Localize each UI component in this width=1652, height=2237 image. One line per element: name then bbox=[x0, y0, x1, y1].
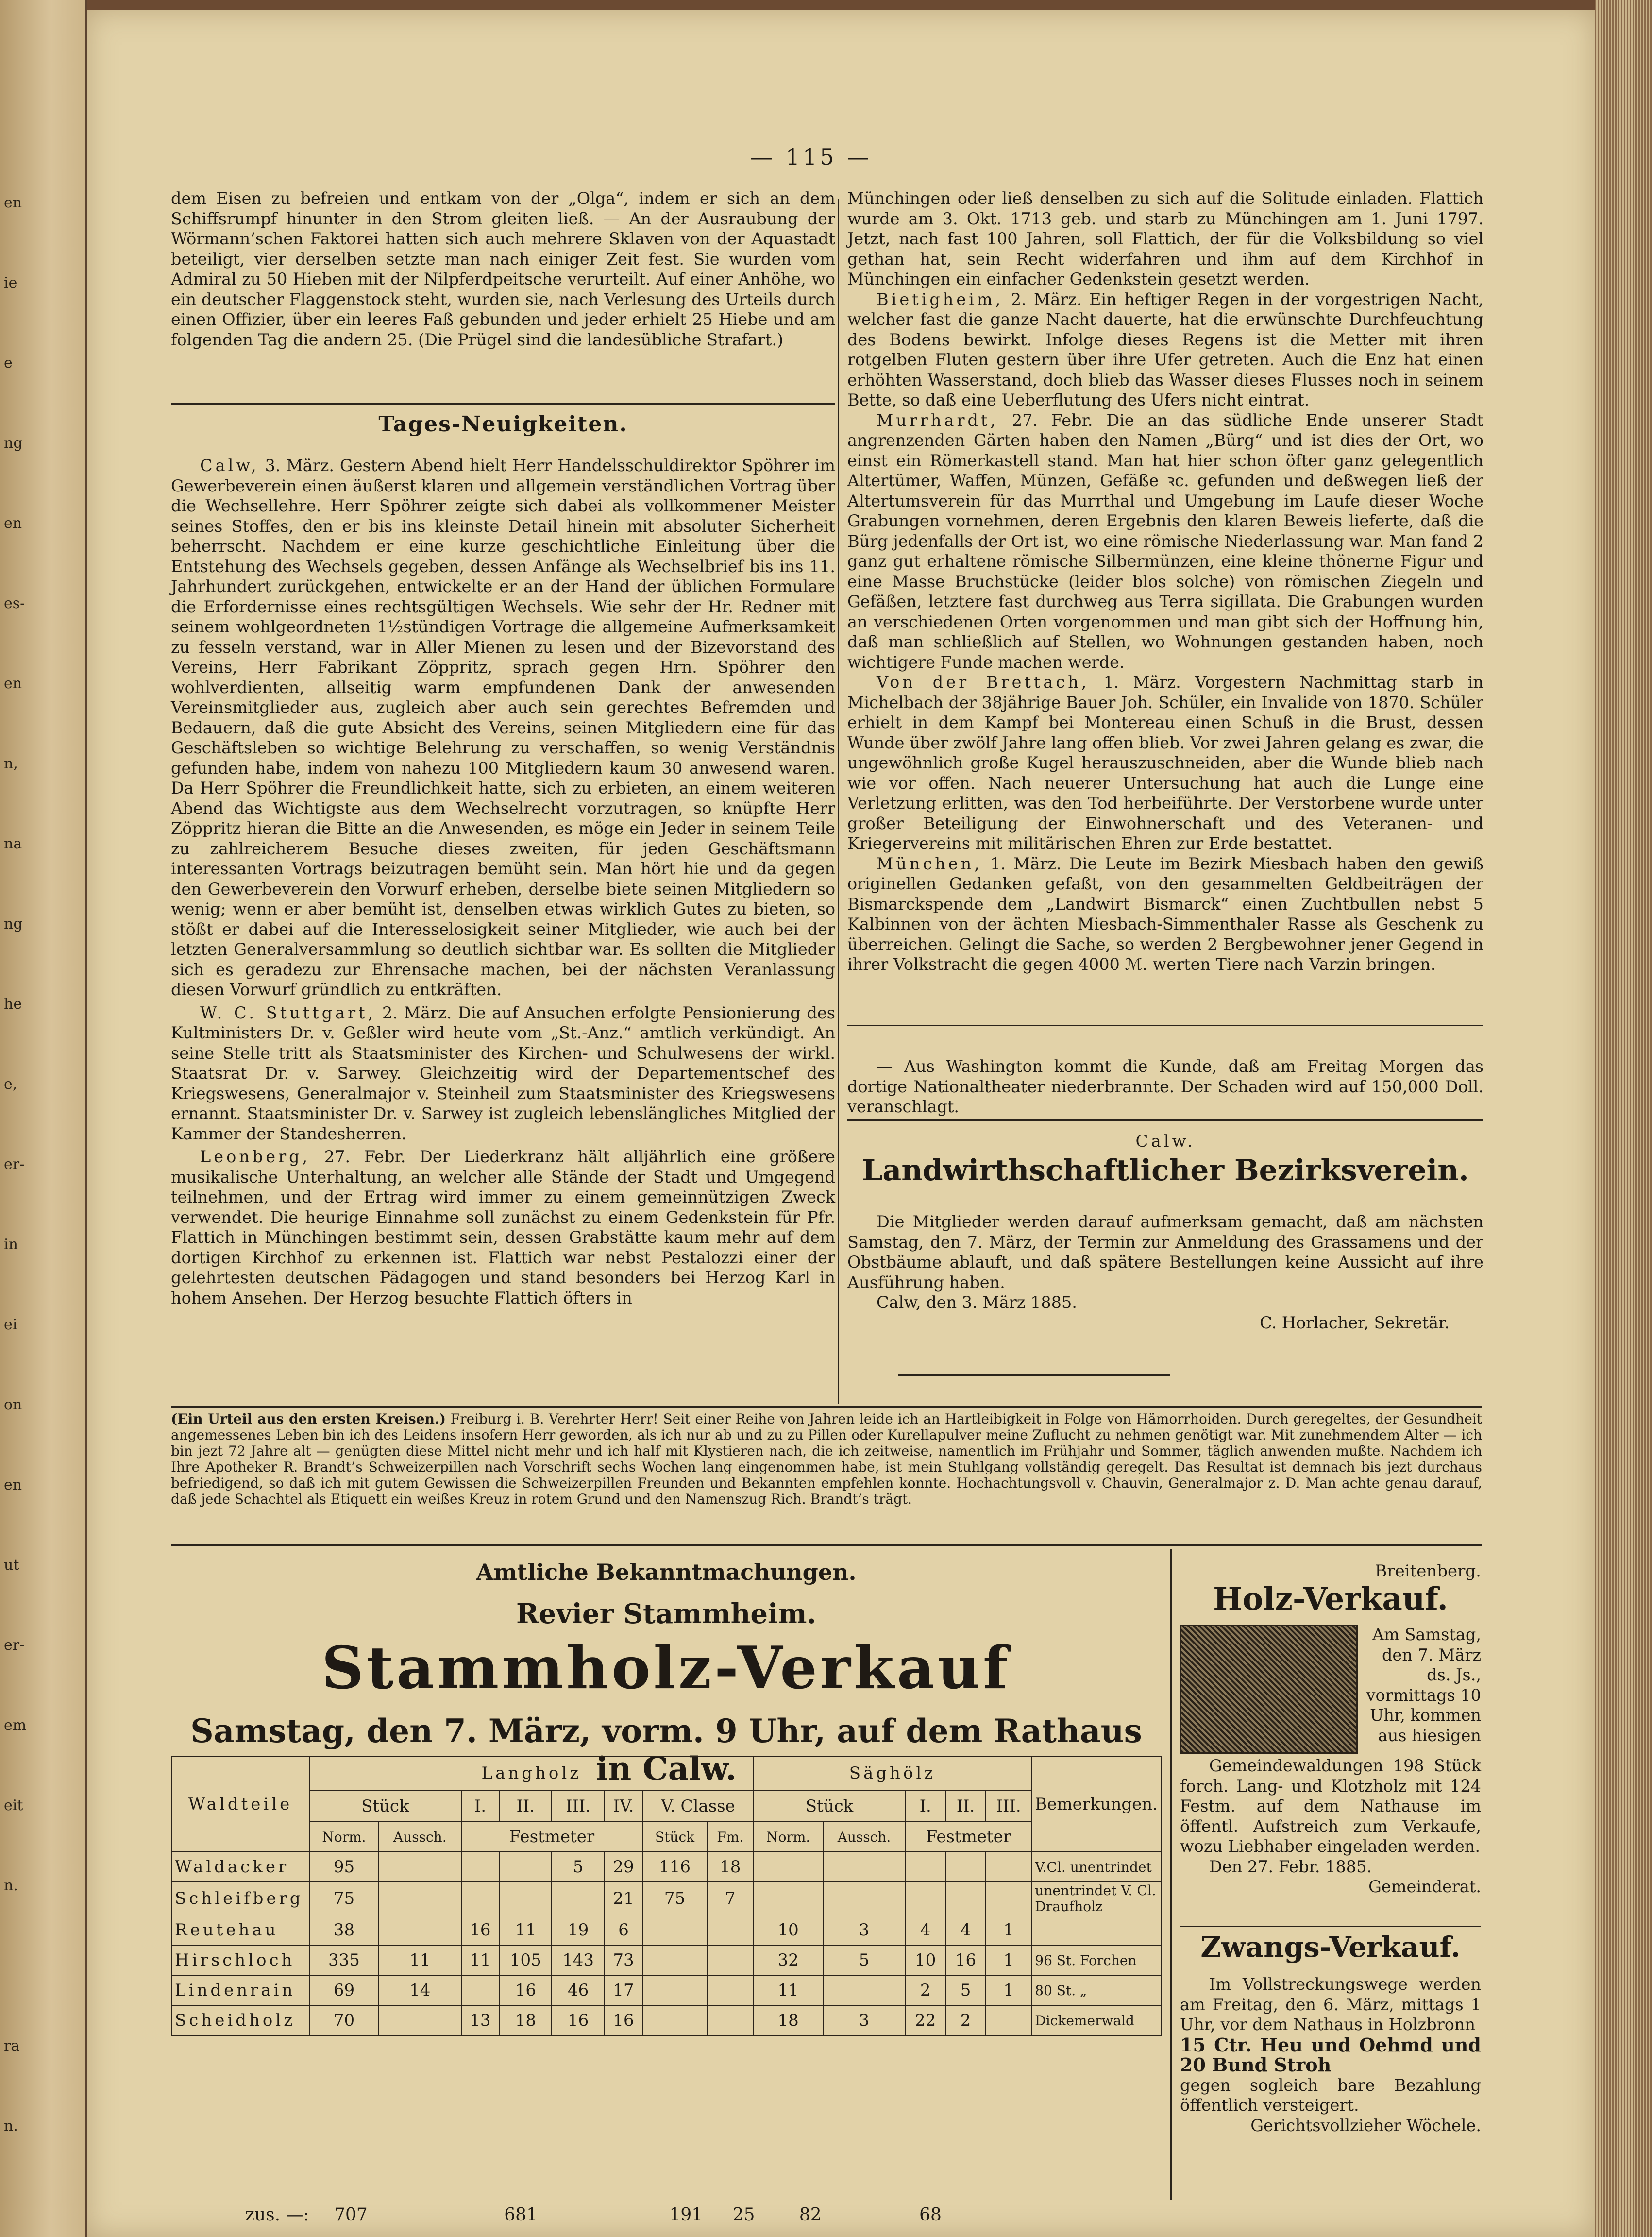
sale-title: Stammholz-Verkauf bbox=[321, 1634, 1011, 1702]
column-left bbox=[171, 188, 835, 350]
table-cell: 2 bbox=[945, 2005, 986, 2035]
ad-signature: C. Horlacher, Sekretär. bbox=[1260, 1313, 1450, 1332]
dateline-muenchen: München, bbox=[877, 854, 982, 873]
column-right bbox=[847, 188, 1483, 975]
text-muenchen: 1. März. Die Leute im Bezirk Miesbach haben den gewiß originellen Gedanken gefaßt, von den gesammelten Geldbeiträgen der Bismarckspende dem „Landwirt Bismarck“ einen Zuchtbullen nebst 5 Kalbinnen von der ächten Miesbach-Simmenthaler Rasse als Geschenk zu überreichen. Gelingt die Sache, so werden 2 Bergbewohner jener Gegend in ihrer Volkstracht die gegen 4000 ℳ. werten Tiere nach Varzin bringen. bbox=[847, 854, 1483, 974]
th-aussch-2: Aussch. bbox=[823, 1822, 906, 1852]
table-cell: 22 bbox=[905, 2005, 945, 2035]
table-cell: 2 bbox=[905, 1975, 945, 2005]
table-cell: 38 bbox=[309, 1915, 379, 1945]
table-cell bbox=[986, 2005, 1031, 2035]
th-saegholz: Säghölz bbox=[754, 1756, 1032, 1790]
cell-remark: 96 St. Forchen bbox=[1031, 1945, 1161, 1975]
ad2-body: Gemeindewaldungen 198 Stück forch. Lang- und Klotzholz mit 124 Festm. auf dem Nathause im öffentl. Aufstreich zum Verkaufe, wozu Liebhaber eingeladen werden. bbox=[1180, 1756, 1481, 1856]
table-cell bbox=[379, 1882, 461, 1915]
left-page-fragment: ei bbox=[4, 1316, 17, 1333]
table-cell: 335 bbox=[309, 1945, 379, 1975]
table-cell bbox=[499, 1882, 552, 1915]
table-cell bbox=[379, 1852, 461, 1882]
sum-row bbox=[245, 2205, 1158, 2225]
table-cell: 11 bbox=[499, 1915, 552, 1945]
left-page-fragment: en bbox=[4, 515, 22, 532]
table-cell: 3 bbox=[823, 1915, 906, 1945]
table-cell bbox=[905, 1882, 945, 1915]
table-cell bbox=[552, 1882, 604, 1915]
rule-right-mid bbox=[847, 1025, 1483, 1026]
left-page-fragment: eit bbox=[4, 1797, 23, 1814]
th-stueck-3: Stück bbox=[642, 1822, 707, 1852]
table-cell bbox=[823, 1852, 906, 1882]
ad2-text-b bbox=[1180, 1756, 1481, 1897]
table-cell: 105 bbox=[499, 1945, 552, 1975]
table-cell: 1 bbox=[986, 1915, 1031, 1945]
table-cell bbox=[707, 1975, 754, 2005]
text-stuttgart: 2. März. Die auf Ansuchen erfolgte Pensionierung des Kultministers Dr. v. Geßler wird heute vom „St.-Anz.“ amtlich verkündigt. An seine Stelle tritt als Staatsminister des Kirchen- und Schulwesens der wirkl. Staatsrat Dr. v. Sarwey. Gleichzeitig wird der Departementschef des Kriegswesens, Generalmajor v. Steinheil zum Staatsminister des Kriegswesens ernannt. Staatsminister Dr. v. Sarwey ist zugleich lebenslängliches Mitglied der Kammer der Standesherren. bbox=[171, 1003, 835, 1143]
text-murrhardt: 27. Febr. Die an das südliche Ende unserer Stadt angrenzenden Gärten haben den Namen „Bürg“ und ist dies der Ort, wo einst ein Römerkastell stand. Man hat hier schon öfter ganz gelegentlich Altertümer, Waffen, Münzen, Gefäße ꝛc. gefunden und deßwegen ließ der Altertumsverein für das Murrthal und Umgebung im Laufe dieser Woche Grabungen vornehmen, deren Ergebnis den klaren Beweis lieferte, daß die Bürg jedenfalls der Ort ist, wo eine römische Niederlassung war. Man fand 2 ganz gut erhaltene römische Silbermünzen, eine kleine thönerne Figur und eine Masse Bruchstücke (leider blos solche) von römischen Ziegeln und Gefäßen, letztere fast durchweg aus Terra sigillata. Die Grabungen wurden an verschiedenen Orten vorgenommen und man gibt sich der Hoffnung hin, daß man schließlich auf Stellen, wo Wohnungen gestanden haben, noch wichtigere Funde machen werde. bbox=[847, 410, 1483, 672]
rule-top-left bbox=[171, 403, 835, 405]
table-cell bbox=[461, 1882, 500, 1915]
table-cell: 73 bbox=[605, 1945, 643, 1975]
th-s-class-3: III. bbox=[986, 1790, 1031, 1822]
cell-remark: 80 St. „ bbox=[1031, 1975, 1161, 2005]
table-cell: 16 bbox=[945, 1945, 986, 1975]
left-page-fragment: e, bbox=[4, 1076, 17, 1093]
sum-6: 68 bbox=[919, 2205, 942, 2225]
table-cell: 6 bbox=[605, 1915, 643, 1945]
cell-waldteil: Waldacker bbox=[171, 1852, 309, 1882]
table-cell bbox=[707, 2005, 754, 2035]
th-festmeter-2: Festmeter bbox=[905, 1822, 1031, 1852]
cell-waldteil: Lindenrain bbox=[171, 1975, 309, 2005]
article-murrhardt bbox=[847, 410, 1483, 673]
table-cell: 3 bbox=[823, 2005, 906, 2035]
ad2-title: Holz-Verkauf. bbox=[1213, 1581, 1448, 1617]
table-cell bbox=[754, 1882, 823, 1915]
ad3-title: Zwangs-Verkauf. bbox=[1200, 1931, 1461, 1964]
ad2-date: Den 27. Febr. 1885. bbox=[1209, 1857, 1372, 1876]
table-cell: 11 bbox=[379, 1945, 461, 1975]
th-langholz: Langholz bbox=[309, 1756, 754, 1790]
table-cell: 18 bbox=[707, 1852, 754, 1882]
th-s-class-2: II. bbox=[945, 1790, 986, 1822]
sum-label: zus. —: bbox=[245, 2205, 309, 2225]
table-cell: 4 bbox=[945, 1915, 986, 1945]
table-cell bbox=[905, 1852, 945, 1882]
table-cell: 70 bbox=[309, 2005, 379, 2035]
article-leonberg bbox=[171, 1147, 835, 1308]
table-cell: 16 bbox=[461, 1915, 500, 1945]
ad3-body bbox=[1180, 1974, 1481, 2135]
table-cell: 10 bbox=[754, 1915, 823, 1945]
amtlich-header: Amtliche Bekanntmachungen. bbox=[476, 1559, 857, 1585]
cell-remark: V.Cl. unentrindet bbox=[1031, 1852, 1161, 1882]
article-bietigheim bbox=[847, 289, 1483, 410]
th-fm: Fm. bbox=[707, 1822, 754, 1852]
th-festmeter: Festmeter bbox=[461, 1822, 643, 1852]
th-aussch: Aussch. bbox=[379, 1822, 461, 1852]
table-cell: 16 bbox=[499, 1975, 552, 2005]
table-cell: 21 bbox=[605, 1882, 643, 1915]
th-bemerkungen: Bemerkungen. bbox=[1031, 1756, 1161, 1852]
cell-remark bbox=[1031, 1915, 1161, 1945]
table-cell: 14 bbox=[379, 1975, 461, 2005]
left-page-fragment: ut bbox=[4, 1557, 19, 1574]
table-cell bbox=[499, 1852, 552, 1882]
left-page-fragment: ng bbox=[4, 915, 23, 932]
table-cell: 10 bbox=[905, 1945, 945, 1975]
woodcut-image bbox=[1180, 1625, 1358, 1754]
text-brettach: 1. März. Vorgestern Nachmittag starb in Michelbach der 38jährige Bauer Joh. Schüler, ein Invalide von 1870. Schüler erhielt in dem Kampf bei Montereau einen Schuß in die Brust, dessen Wunde über zwölf Jahre lang offen blieb. Vor zwei Jahren gelang es zwar, die ungewöhnlich große Kugel herauszuschneiden, aber die Wunde blieb nach wie vor offen. Nach neuerer Untersuchung hat auch die Lunge eine Verletzung erlitten, was den Tod herbeiführte. Der Verstorbene wurde unter großer Beteiligung der Einwohnerschaft und des Veteranen- und Kriegervereins mit militärischen Ehren zur Erde bestattet. bbox=[847, 673, 1483, 853]
table-cell: 4 bbox=[905, 1915, 945, 1945]
sale-subtitle: Samstag, den 7. März, vorm. 9 Uhr, auf dem Rathaus in Calw. bbox=[190, 1712, 1142, 1788]
ad3-text-a: Im Vollstreckungswege werden am Freitag, den 6. März, mittags 1 Uhr, vor dem Nathaus in Holzbronn bbox=[1180, 1975, 1481, 2034]
dateline-leonberg: Leonberg, bbox=[200, 1147, 311, 1166]
table-cell: 116 bbox=[642, 1852, 707, 1882]
table-cell bbox=[642, 1915, 707, 1945]
text-washington: — Aus Washington kommt die Kunde, daß am Freitag Morgen das dortige Nationaltheater niederbrannte. Der Schaden wird auf 150,000 Doll. veranschlagt. bbox=[847, 1057, 1483, 1116]
table-cell: 16 bbox=[605, 2005, 643, 2035]
cell-waldteil: Reutehau bbox=[171, 1915, 309, 1945]
th-class-5: V. Classe bbox=[642, 1790, 753, 1822]
table-cell: 75 bbox=[309, 1882, 379, 1915]
table-cell bbox=[707, 1915, 754, 1945]
table-cell bbox=[754, 1852, 823, 1882]
table-cell: 69 bbox=[309, 1975, 379, 2005]
table-cell bbox=[379, 1915, 461, 1945]
ad3-text-b: 15 Ctr. Heu und Oehmd und 20 Bund Stroh bbox=[1180, 2034, 1481, 2076]
table-cell bbox=[707, 1945, 754, 1975]
notice-text: Freiburg i. B. Verehrter Herr! Seit einer Reihe von Jahren leide ich an Hartleibigkeit in Folge von Hämorrhoiden. Durch geregeltes, der Gesundheit angemessenes Leben bin ich des Leidens insofern Herr geworden, als ich nur ab und zu zu Pillen oder Kurellapulver meine Zuflucht zu nehmen genötigt war. Mit zunehmendem Alter — ich bin jezt 72 Jahre alt — genügten diese Mittel nicht mehr und ich half mit Klystieren nach, die ich zeitweise, namentlich im Frühjahr und Sommer, täglich anwenden mußte. Nachdem ich Ihre Apotheker R. Brandt’s Schweizerpillen nach Vorschrift sechs Wochen lang eingenommen habe, ist mein Stuhlgang vollständig geregelt. Das Resultat ist demnach bis jezt durchaus befriedigend, so daß ich mit gutem Gewissen die Schweizerpillen Freunden und Bekannten empfehlen konnte. Hochachtungsvoll v. Chauvin, Generalmajor z. D. Man achte genau darauf, daß jede Schachtel als Etiquett ein weißes Kreuz in rotem Grund und den Namenszug Rich. Brandt’s trägt. bbox=[171, 1411, 1483, 1507]
table-row bbox=[171, 1882, 1161, 1915]
column-divider bbox=[838, 199, 839, 1404]
text-calw: 3. März. Gestern Abend hielt Herr Handelsschuldirektor Spöhrer im Gewerbeverein einen äußerst klaren und allgemein verständlichen Vortrag über die Wechsellehre. Herr Spöhrer zeigte sich dabei als vollkommener Meister seines Stoffes, den er bis ins kleinste Detail hinein mit absoluter Sicherheit beherrscht. Nachdem er eine kurze geschichtliche Einleitung über die Entstehung des Wechsels gegeben, dessen Anfänge als Wechselbrief bis ins 11. Jahrhundert zurückgehen, entwickelte er an der Hand der üblichen Formulare die Erfordernisse eines rechtsgültigen Wechsels. Wie sehr der Hr. Redner mit seinem wohlgeordneten 1½stündigen Vortrage die allgemeine Aufmerksamkeit zu fesseln verstand, war in Aller Mienen zu lesen und der Bizevorstand des Vereins, Herr Fabrikant Zöppritz, sprach gegen Hrn. Spöhrer den wohlverdienten, allseitig warm empfundenen Dank der anwesenden Vereinsmitglieder aus, zugleich aber auch sein gerechtes Befremden und Bedauern, daß die gute Absicht des Vereins, seinen Mitgliedern eine für das Geschäftsleben so wichtige Belehrung zu verschaffen, so wenig Verständnis gefunden habe, indem von nahezu 100 Mitgliedern kaum 30 anwesend waren. Da Herr Spöhrer die Freundlichkeit hatte, sich zu erbieten, an einem weiteren Abend das Wichtigste aus dem Wechselrecht vorzutragen, so knüpfte Herr Zöppritz hieran die Bitte an die Anwesenden, es möge ein Jeder in seinem Teile zu zahlreicherem Besuche dieses zweiten, für jeden Geschäftsmann interessanten Vortrags beizutragen bemüht sein. Man hört hie und da gegen den Gewerbeverein den Vorwurf erheben, derselbe biete seinen Mitgliedern so wenig; wenn er aber bemüht ist, denselben etwas wirklich Gutes zu bieten, so stößt er dabei auf die Interesselosigkeit seiner Mitglieder, wie auch bei der letzten Generalversammlung so deutlich sichtbar war. Es sollten die Mitglieder sich es geradezu zur Ehrensache machen, bei der nächsten Veranlassung diesen Vorwurf gründlich zu entkräften. bbox=[171, 456, 835, 999]
dateline-brettach: Von der Brettach, bbox=[877, 673, 1090, 692]
left-page-fragment: on bbox=[4, 1396, 22, 1413]
left-page-fragment: en bbox=[4, 675, 22, 692]
rule-right-mid2 bbox=[847, 1119, 1483, 1121]
ad2-sign: Gemeinderat. bbox=[1368, 1877, 1481, 1896]
table-cell: 5 bbox=[823, 1945, 906, 1975]
table-cell bbox=[986, 1852, 1031, 1882]
cell-waldteil: Scheidholz bbox=[171, 2005, 309, 2035]
table-cell bbox=[379, 2005, 461, 2035]
ad-body bbox=[847, 1212, 1483, 1333]
left-page-fragment: er- bbox=[4, 1156, 25, 1173]
ad3-text-c: gegen sogleich bare Bezahlung öffentlich versteigert. bbox=[1180, 2075, 1481, 2115]
table-cell: 11 bbox=[754, 1975, 823, 2005]
left-page-fragment: n. bbox=[4, 2118, 18, 2135]
th-s-class-1: I. bbox=[905, 1790, 945, 1822]
table-cell: 95 bbox=[309, 1852, 379, 1882]
table-cell: 13 bbox=[461, 2005, 500, 2035]
article-intro: dem Eisen zu befreien und entkam von der „Olga“, indem er sich an dem Schiffsrumpf hinunter in den Strom gleiten ließ. — An der Ausraubung der Wörmann’schen Faktorei hatten sich auch mehrere Sklaven von der Aquastadt beteiligt, vier derselben setzte man nach einiger Zeit fest. Sie wurden vom Admiral zu 50 Hieben mit der Nilpferdpeitsche verurteilt. Auf einer Anhöhe, wo ein deutscher Flaggenstock steht, wurden sie, nach Verlesung des Urteils durch einen Offizier, über ein leeres Faß gebunden und jeder erhielt 25 Hiebe und am folgenden Tag die andern 25. (Die Prügel sind die landesübliche Strafart.) bbox=[171, 189, 835, 349]
table-cell: 19 bbox=[552, 1915, 604, 1945]
ad-date: Calw, den 3. März 1885. bbox=[877, 1293, 1077, 1312]
th-class-2: II. bbox=[499, 1790, 552, 1822]
ad-title: Landwirthschaftlicher Bezirksverein. bbox=[862, 1153, 1469, 1187]
ad3-rule bbox=[1180, 1926, 1481, 1927]
article-calw bbox=[171, 456, 835, 1000]
rule-notice-top bbox=[171, 1406, 1482, 1408]
left-page-fragment: ng bbox=[4, 435, 23, 452]
page-number: — 115 — bbox=[750, 144, 873, 170]
th-stueck-2: Stück bbox=[754, 1790, 906, 1822]
left-page-fragment: ra bbox=[4, 2037, 20, 2054]
th-class-3: III. bbox=[552, 1790, 604, 1822]
pill-notice bbox=[171, 1411, 1482, 1507]
text-bietigheim: 2. März. Ein heftiger Regen in der vorgestrigen Nacht, welcher fast die ganze Nacht dauerte, hat die erwünschte Durchfeuchtung des Bodens bewirkt. Infolge dieses Regens ist die Metter mit ihren rotgelben Fluten gestern über ihre Ufer getreten. Auch die Enz hat einen erhöhten Wasserstand, doch blieb das Wasser dieses Flusses noch in seinem Bette, so daß eine Ueberflutung des Ufers nicht eintrat. bbox=[847, 289, 1483, 409]
table-cell: 17 bbox=[605, 1975, 643, 2005]
table-row bbox=[171, 1945, 1161, 1975]
dateline-calw: Calw, bbox=[200, 456, 259, 475]
table-cell: 11 bbox=[461, 1945, 500, 1975]
section-title: Tages-Neuigkeiten. bbox=[378, 412, 628, 437]
ad-place: Calw. bbox=[1135, 1132, 1196, 1151]
column-left-news bbox=[171, 456, 835, 1308]
th-stueck: Stück bbox=[309, 1790, 461, 1822]
revier-title: Revier Stammheim. bbox=[516, 1598, 817, 1630]
left-page-fragment: in bbox=[4, 1236, 18, 1253]
th-norm: Norm. bbox=[309, 1822, 379, 1852]
left-page-fragment: he bbox=[4, 996, 22, 1013]
ad3-sign: Gerichtsvollzieher Wöchele. bbox=[1250, 2116, 1481, 2135]
table-cell: 5 bbox=[552, 1852, 604, 1882]
dateline-bietigheim: Bietigheim, bbox=[877, 289, 1004, 309]
th-class-4: IV. bbox=[605, 1790, 643, 1822]
sum-3: 191 bbox=[669, 2205, 703, 2225]
table-cell: 16 bbox=[552, 2005, 604, 2035]
left-page-fragment: na bbox=[4, 835, 22, 852]
rule-short bbox=[898, 1374, 1170, 1376]
table-row bbox=[171, 1915, 1161, 1945]
th-waldteile: Waldteile bbox=[171, 1756, 309, 1852]
left-page-fragment: en bbox=[4, 1476, 22, 1493]
left-page-fragment: n. bbox=[4, 1877, 18, 1894]
table-cell: 46 bbox=[552, 1975, 604, 2005]
table-cell: 1 bbox=[986, 1945, 1031, 1975]
table-cell: 18 bbox=[754, 2005, 823, 2035]
cell-remark: Dickemerwald bbox=[1031, 2005, 1161, 2035]
table-cell bbox=[823, 1882, 906, 1915]
left-page-fragment: em bbox=[4, 1717, 27, 1734]
dateline-stuttgart: W. C. Stuttgart, bbox=[200, 1003, 376, 1022]
left-page-fragment: er- bbox=[4, 1637, 25, 1654]
sum-4: 25 bbox=[732, 2205, 755, 2225]
table-cell: 7 bbox=[707, 1882, 754, 1915]
left-page-fragment: en bbox=[4, 194, 22, 211]
text-leonberg: 27. Febr. Der Liederkranz hält alljährlich eine größere musikalische Unterhaltung, an welcher alle Stände der Stadt und Umgegend teilnehmen, und der Ertrag wird immer zu einem gemeinnützigen Zweck verwendet. Die heurige Einnahme soll zunächst zu einem Gedenkstein für Pfr. Flattich in Münchingen bestimmt sein, dessen Grabstätte kaum mehr auf dem dortigen Kirchhof zu erkennen ist. Flattich war nebst Pestalozzi einer der gelehrtesten deutschen Pädagogen und stand besonders bei Herzog Karl in hohem Ansehen. Der Herzog besuchte Flattich öfters in bbox=[171, 1147, 835, 1307]
table-cell bbox=[642, 1975, 707, 2005]
article-continued: Münchingen oder ließ denselben zu sich auf die Solitude einladen. Flattich wurde am 3. Okt. 1713 geb. und starb zu Münchingen am 1. Juni 1797. Jetzt, nach fast 100 Jahren, soll Flattich, der für die Volksbildung so viel gethan hat, sein Recht widerfahren und ihm auf dem Kirchhof in Münchingen ein einfacher Gedenkstein gesetzt werden. bbox=[847, 189, 1483, 288]
left-page-fragment: es- bbox=[4, 595, 25, 612]
article-stuttgart bbox=[171, 1003, 835, 1144]
sum-2: 681 bbox=[504, 2205, 538, 2225]
left-page-fragment: n, bbox=[4, 755, 18, 772]
sum-5: 82 bbox=[799, 2205, 822, 2225]
ads-divider bbox=[1170, 1549, 1172, 2200]
th-norm-2: Norm. bbox=[754, 1822, 823, 1852]
article-muenchen bbox=[847, 854, 1483, 975]
table-cell: 5 bbox=[945, 1975, 986, 2005]
table-cell bbox=[823, 1975, 906, 2005]
table-cell bbox=[461, 1975, 500, 2005]
table-cell bbox=[461, 1852, 500, 1882]
table-cell: 75 bbox=[642, 1882, 707, 1915]
table-row bbox=[171, 1852, 1161, 1882]
table-cell bbox=[986, 1882, 1031, 1915]
page-stack-edge bbox=[1595, 0, 1652, 2237]
table-row bbox=[171, 1975, 1161, 2005]
left-page-fragment: e bbox=[4, 355, 13, 372]
ad-text: Die Mitglieder werden darauf aufmerksam gemacht, daß am nächsten Samstag, den 7. März, der Termin zur Anmeldung des Grassamens und der Obstbäume ablauft, und daß spätere Bestellungen keine Aussicht auf ihre Ausführung haben. bbox=[847, 1212, 1483, 1292]
ad2-place: Breitenberg. bbox=[1375, 1561, 1481, 1581]
washington-note bbox=[847, 1056, 1483, 1117]
notice-lead: (Ein Urteil aus den ersten Kreisen.) bbox=[171, 1411, 446, 1427]
table-cell bbox=[945, 1852, 986, 1882]
cell-remark: unentrindet V. Cl. Draufholz bbox=[1031, 1882, 1161, 1915]
sum-1: 707 bbox=[334, 2205, 368, 2225]
cell-waldteil: Hirschloch bbox=[171, 1945, 309, 1975]
article-brettach bbox=[847, 672, 1483, 854]
table-cell: 143 bbox=[552, 1945, 604, 1975]
table-cell bbox=[945, 1882, 986, 1915]
ad2-text-a: Am Samstag, den 7. März ds. Js., vormittags 10 Uhr, kommen aus hiesigen bbox=[1366, 1625, 1481, 1745]
rule-notice-bottom bbox=[171, 1544, 1482, 1546]
table-row bbox=[171, 2005, 1161, 2035]
table-cell: 1 bbox=[986, 1975, 1031, 2005]
left-page-fragment: ie bbox=[4, 274, 17, 291]
table-cell: 29 bbox=[605, 1852, 643, 1882]
table-cell: 18 bbox=[499, 2005, 552, 2035]
cell-waldteil: Schleifberg bbox=[171, 1882, 309, 1915]
dateline-murrhardt: Murrhardt, bbox=[877, 410, 999, 430]
table-cell bbox=[642, 1945, 707, 1975]
timber-table bbox=[171, 1756, 1162, 2036]
table-cell: 32 bbox=[754, 1945, 823, 1975]
table-cell bbox=[642, 2005, 707, 2035]
left-page-edge bbox=[0, 0, 87, 2237]
th-class-1: I. bbox=[461, 1790, 500, 1822]
